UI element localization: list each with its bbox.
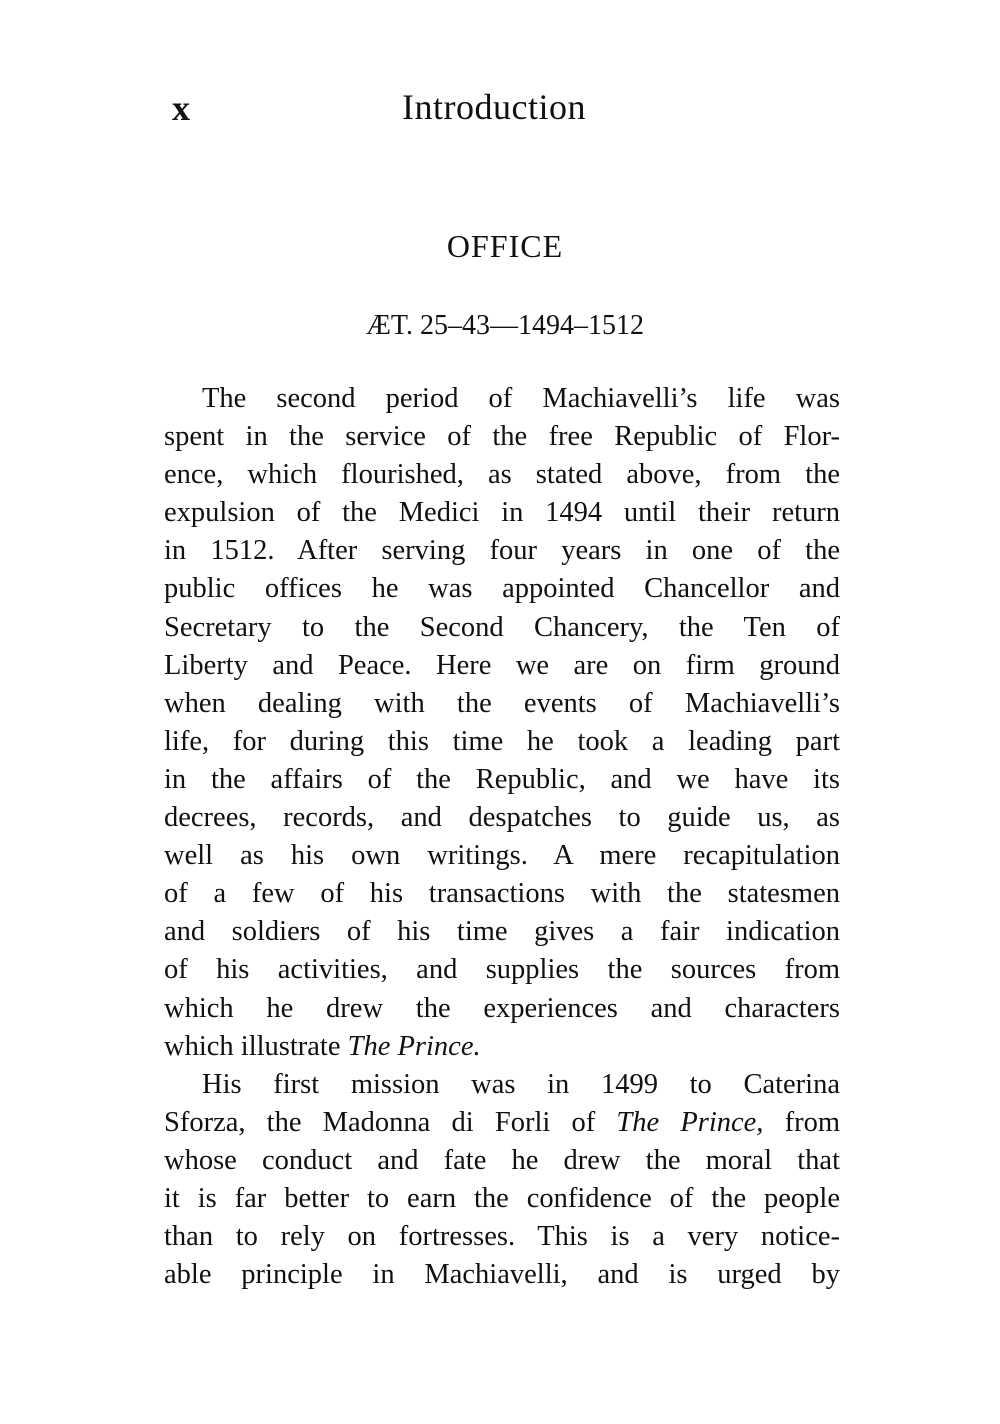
text-line: when dealing with the events of Machiavelli’s [164,687,840,719]
text-line: expulsion of the Medici in 1494 until their return [164,497,840,529]
text-line: Secretary to the Second Chancery, the Ten of [164,611,840,643]
page-number: x [172,88,190,128]
text-line: spent in the service of the free Republic of Flor- [164,421,840,453]
text-line: of a few of his transactions with the statesmen [164,878,840,910]
section-subtitle: ÆT. 25–43—1494–1512 [366,310,644,341]
text-line: which he drew the experiences and characters [164,992,840,1024]
text-line [164,1028,840,1066]
book-title-italic: The Prince, [616,1106,764,1138]
text-line: whose conduct and fate he drew the moral that [164,1144,840,1176]
text-line: of his activities, and supplies the sources from [164,954,840,986]
text-line: decrees, records, and despatches to guide us, as [164,802,840,834]
text-line: life, for during this time he took a leading part [164,725,840,757]
text-line: and soldiers of his time gives a fair indication [164,916,840,948]
book-title-italic: The Prince. [347,1030,481,1062]
text-line: in the affairs of the Republic, and we have its [164,763,840,795]
text-line: Liberty and Peace. Here we are on firm ground [164,649,840,681]
text-span: from [763,1106,841,1138]
text-line: able principle in Machiavelli, and is urged by [164,1259,840,1291]
text-line: well as his own writings. A mere recapitulation [164,840,840,872]
text-line: public offices he was appointed Chancellor and [164,573,840,605]
text-line [164,1104,840,1142]
text-line: His first mission was in 1499 to Caterina [202,1068,840,1100]
running-head: Introduction [402,87,586,127]
text-span: which illustrate [164,1030,348,1062]
text-line: in 1512. After serving four years in one of the [164,535,840,567]
text-line: it is far better to earn the confidence of the people [164,1182,840,1214]
section-title: OFFICE [446,228,564,264]
text-line: ence, which flourished, as stated above, from the [164,459,840,491]
text-line: than to rely on fortresses. This is a very notice- [164,1221,840,1253]
text-line: The second period of Machiavelli’s life was [202,383,840,414]
body-text [164,380,840,1294]
text-span: Sforza, the Madonna di Forli of [164,1106,617,1138]
